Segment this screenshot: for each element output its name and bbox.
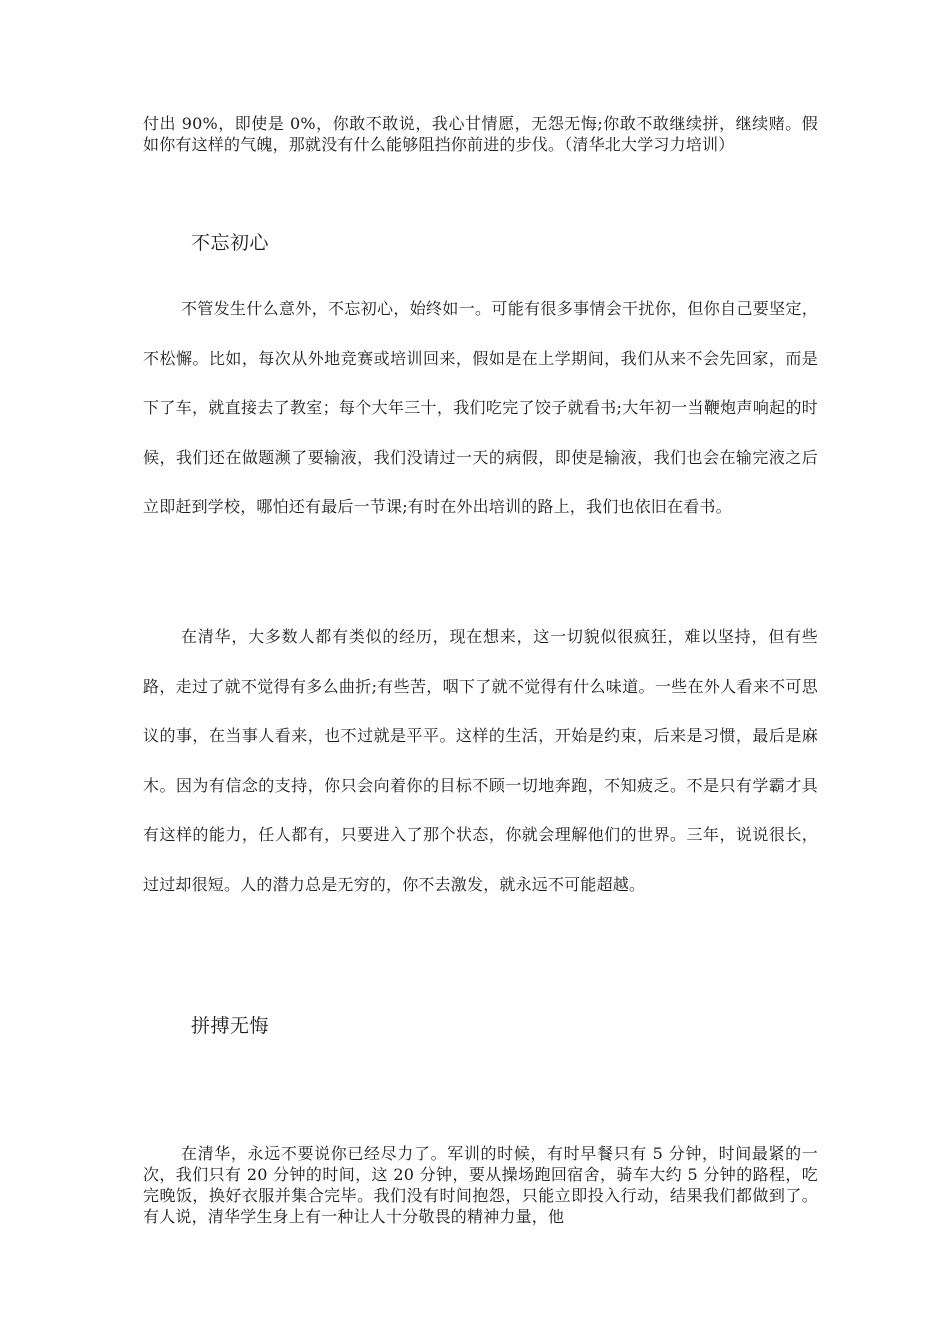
section-2-paragraph-1: 在清华，永远不要说你已经尽力了。军训的时候，有时早餐只有 5 分钟，时间最紧的一次，我们只有 20 分钟的时间，这 20 分钟，要从操场跑回宿舍，骑车大约 5 分钟的路程，吃完晚饭，换好衣服并集合完毕。我们没有时间抱怨，只能立即投入行动，结果我们都做到了。有人说，清华学生身上有一种让人十分敬畏的精神力量，他 (143, 1144, 818, 1226)
section-heading-buwang-chuxin: 不忘初心 (191, 232, 270, 254)
section-1-paragraph-2: 在清华，大多数人都有类似的经历，现在想来，这一切貌似很疯狂，难以坚持，但有些路，走过了就不觉得有多么曲折;有些苦，咽下了就不觉得有什么味道。一些在外人看来不可思议的事，在当事人看来，也不过就是平平。这样的生活，开始是约束，后来是习惯，最后是麻木。因为有信念的支持，你只会向着你的目标不顾一切地奔跑，不知疲乏。不是只有学霸才具有这样的能力，任人都有，只要进入了那个状态，你就会理解他们的世界。三年，说说很长，过过却很短。人的潜力总是无穷的，你不去激发，就永远不可能超越。 (143, 627, 818, 894)
intro-paragraph: 付出 90%，即使是 0%，你敢不敢说，我心甘情愿，无怨无悔;你敢不敢继续拼，继续赌。假如你有这样的气魄，那就没有什么能够阻挡你前进的步伐。（清华北大学习力培训） (143, 114, 818, 154)
section-heading-pinbo-wuhui: 拼搏无悔 (191, 1015, 270, 1037)
section-1-paragraph-1: 不管发生什么意外，不忘初心，始终如一。可能有很多事情会干扰你，但你自己要坚定，不松懈。比如，每次从外地竞赛或培训回来，假如是在上学期间，我们从来不会先回家，而是下了车，就直接去了教室；每个大年三十，我们吃完了饺子就看书;大年初一当鞭炮声响起的时候，我们还在做题濒了要输液，我们没请过一天的病假，即使是输液，我们也会在输完液之后立即赶到学校，哪怕还有最后一节课;有时在外出培训的路上，我们也依旧在看书。 (143, 299, 818, 516)
